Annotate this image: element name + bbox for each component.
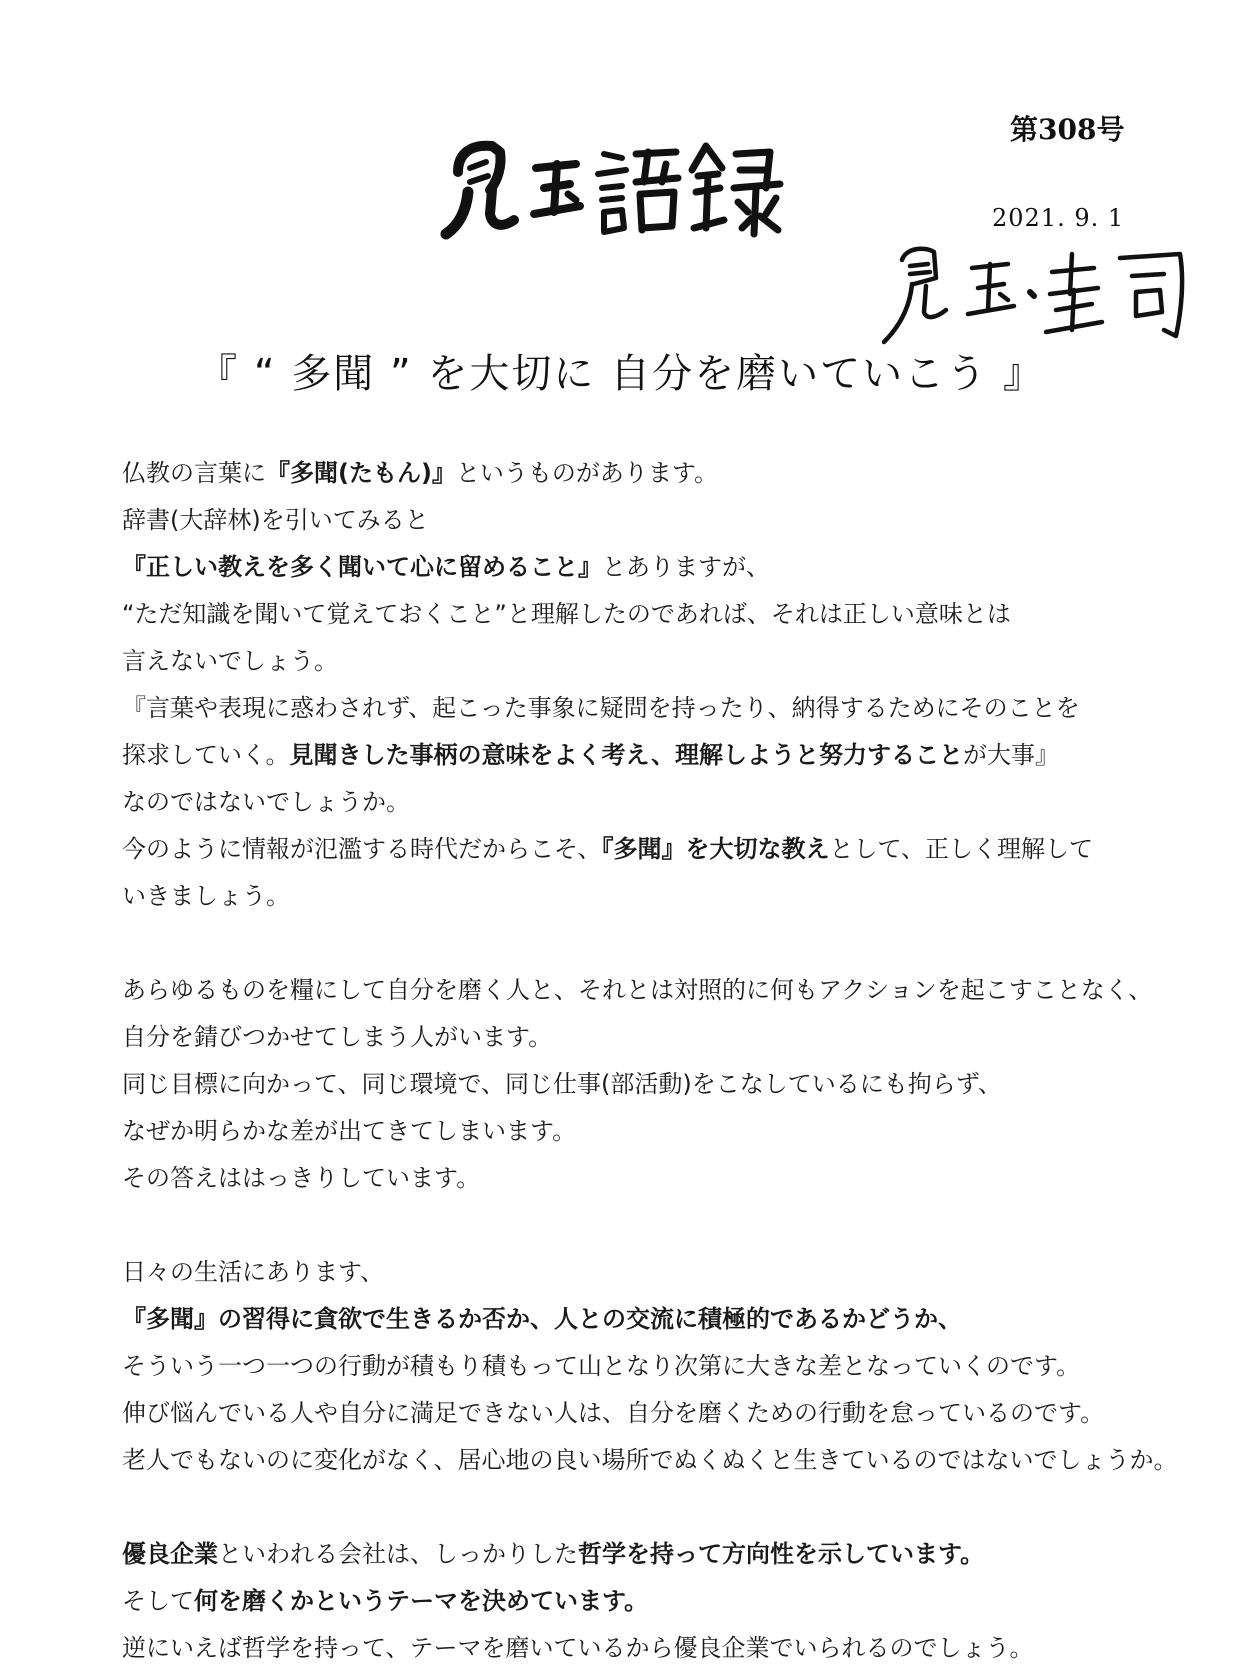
text-line <box>122 450 1182 497</box>
text-run: 逆にいえば哲学を持って、テーマを磨いているから優良企業でいられるのでしょう。 <box>122 1634 1034 1662</box>
text-line <box>122 1390 1182 1437</box>
text-line <box>122 638 1182 685</box>
text-run: が大事』 <box>962 741 1059 769</box>
text-line <box>122 1155 1182 1202</box>
text-run: 自分を錆びつかせてしまう人がいます。 <box>122 1023 553 1051</box>
text-line <box>122 1437 1182 1484</box>
text-run: 今のように情報が氾濫する時代だからこそ、 <box>122 835 602 863</box>
text-line <box>122 873 1182 920</box>
text-run: そして <box>122 1587 194 1615</box>
calligraphy-logo <box>440 132 790 242</box>
text-line <box>122 1531 1182 1578</box>
text-line <box>122 1343 1182 1390</box>
text-run: 伸び悩んでいる人や自分に満足できない人は、自分を磨くための行動を怠っているのです。 <box>122 1399 1105 1427</box>
paragraph-gap <box>122 1484 1182 1531</box>
bold-text-run: 何を磨くかというテーマを決めています。 <box>194 1587 649 1615</box>
text-line <box>122 1014 1182 1061</box>
text-run: 『言葉や表現に惑わされず、起こった事象に疑問を持ったり、納得するためにそのことを <box>122 694 1080 722</box>
document-headline: 『 “ 多聞 ” を大切に 自分を磨いていこう 』 <box>197 351 1045 397</box>
text-line <box>122 1108 1182 1155</box>
text-run: なぜか明らかな差が出てきてしまいます。 <box>122 1117 577 1145</box>
text-line <box>122 779 1182 826</box>
text-run: というものがあります。 <box>455 459 719 487</box>
text-run: いきましょう。 <box>122 882 290 910</box>
text-run: なのではないでしょうか。 <box>122 788 410 816</box>
bold-text-run: 『正しい教えを多く聞いて心に留めること』 <box>122 553 602 581</box>
text-line <box>122 497 1182 544</box>
text-run: 辞書(大辞林)を引いてみると <box>122 506 429 534</box>
text-line <box>122 1296 1182 1343</box>
bold-text-run: 見聞きした事柄の意味をよく考え、理解しようと努力すること <box>289 741 963 769</box>
text-run: あらゆるものを糧にして自分を磨く人と、それとは対照的に何もアクションを起こすことなく、 <box>122 976 1153 1004</box>
bold-text-run: 『多聞』を大切な教え <box>601 835 830 863</box>
paragraph <box>122 967 1182 1202</box>
text-run: そういう一つ一つの行動が積もり積もって山となり次第に大きな差となっていくのです。 <box>122 1352 1081 1380</box>
text-line <box>122 685 1182 732</box>
text-run: 言えないでしょう。 <box>122 647 338 675</box>
text-run: として、正しく理解して <box>829 835 1094 863</box>
text-line <box>122 1578 1182 1625</box>
text-run: 同じ目標に向かって、同じ環境で、同じ仕事(部活動)をこなしているにも拘らず、 <box>122 1070 1002 1098</box>
text-line <box>122 1061 1182 1108</box>
text-run: 日々の生活にあります、 <box>122 1258 385 1286</box>
issue-date: 2021. 9. 1 <box>992 204 1125 232</box>
text-line <box>122 544 1182 591</box>
text-line <box>122 591 1182 638</box>
text-run: “ただ知識を聞いて覚えておくこと”と理解したのであれば、それは正しい意味とは <box>122 600 1011 628</box>
bold-text-run: 優良企業 <box>122 1540 218 1568</box>
bold-text-run: 哲学を持って方向性を示しています。 <box>578 1540 985 1568</box>
text-run: 仏教の言葉に <box>122 459 266 487</box>
text-run: 探求していく。 <box>122 741 290 769</box>
paragraph <box>122 450 1182 920</box>
bold-text-run: 『多聞(たもん)』 <box>266 459 456 487</box>
text-run: その答えははっきりしています。 <box>122 1164 481 1192</box>
text-line <box>122 826 1182 873</box>
paragraph <box>122 1249 1182 1484</box>
paragraph <box>122 1531 1182 1672</box>
text-run: とありますが、 <box>602 553 770 581</box>
document-body <box>122 450 1182 1672</box>
issue-number: 第308号 <box>1010 113 1125 146</box>
text-line <box>122 967 1182 1014</box>
text-line <box>122 1249 1182 1296</box>
bold-text-run: 『多聞』の習得に貪欲で生きるか否か、人との交流に積極的であるかどうか、 <box>122 1305 962 1333</box>
text-line <box>122 732 1182 779</box>
paragraph-gap <box>122 920 1182 967</box>
text-line <box>122 1625 1182 1672</box>
paragraph-gap <box>122 1202 1182 1249</box>
text-run: 老人でもないのに変化がなく、居心地の良い場所でぬくぬくと生きているのではないでしょうか。 <box>122 1446 1178 1474</box>
text-run: といわれる会社は、しっかりした <box>218 1540 578 1568</box>
handwritten-signature <box>880 238 1190 348</box>
